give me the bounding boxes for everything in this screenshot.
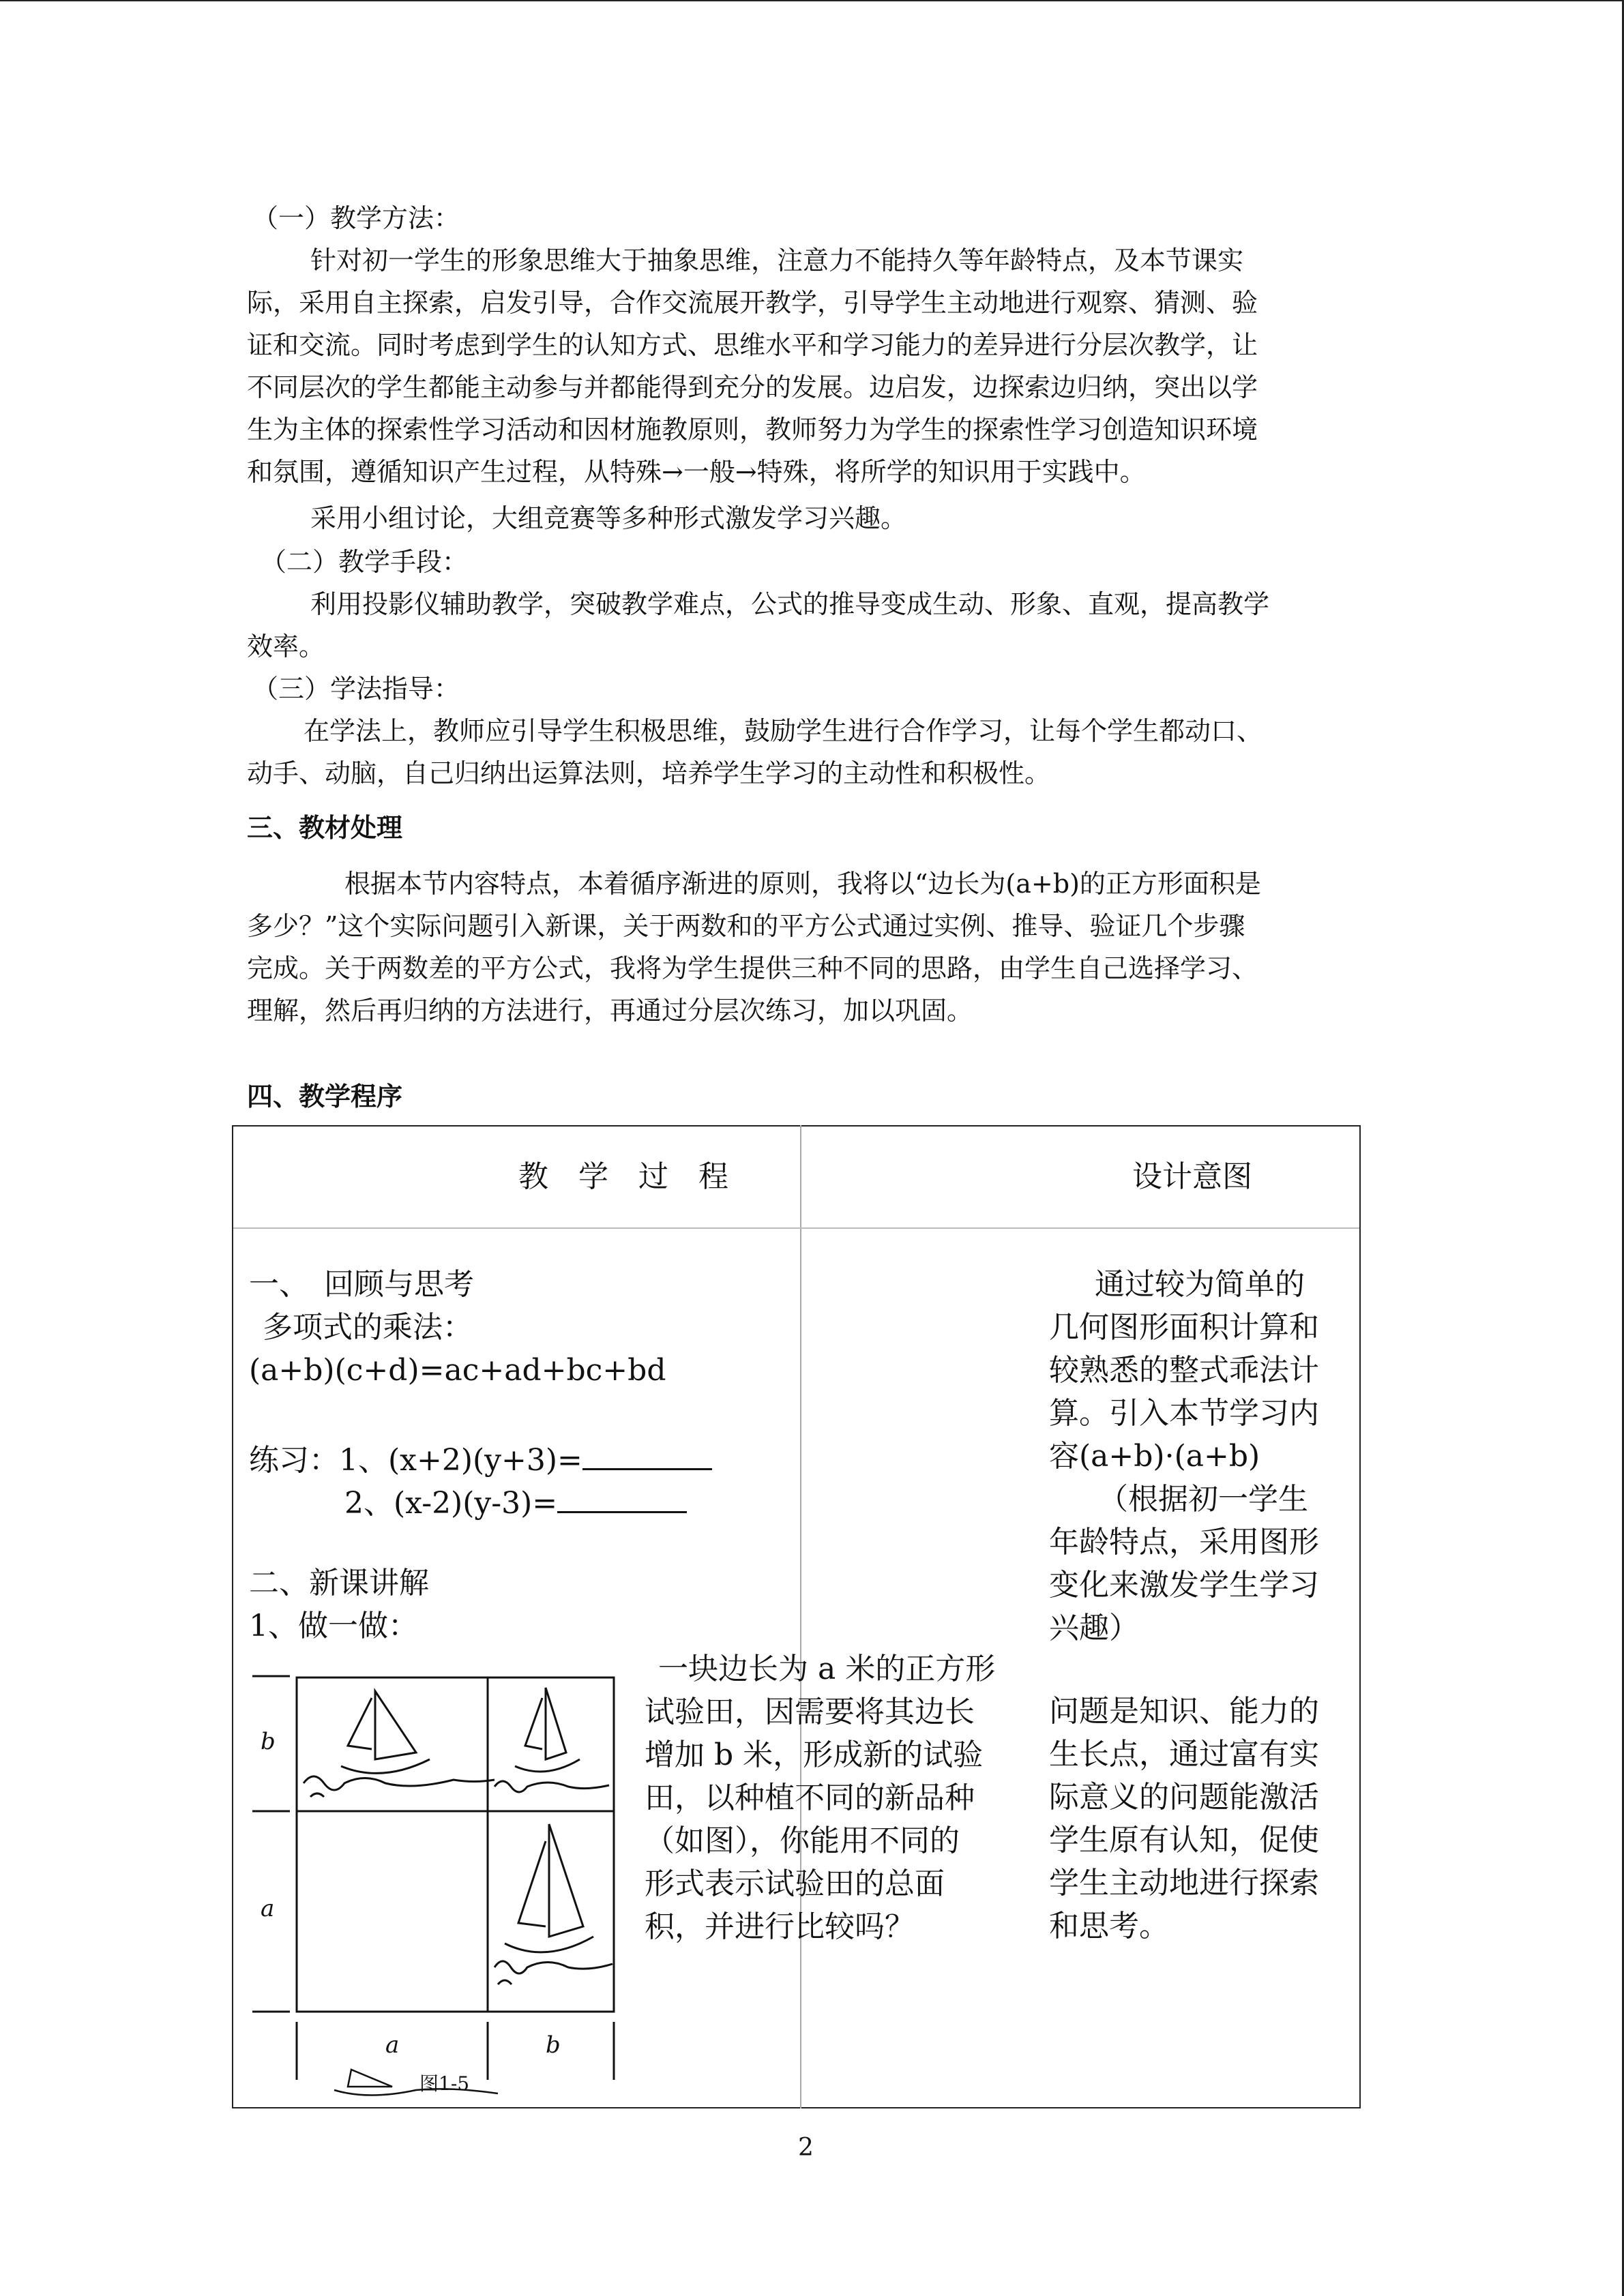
section3-line: 多少？”这个实际问题引入新课，关于两数和的平方公式通过实例、推导、验证几个步骤	[247, 911, 1245, 941]
sailboat-icon	[494, 1824, 612, 1984]
methods-heading: （一）教学方法：	[252, 203, 460, 233]
section3-line: 理解，然后再归纳的方法进行，再通过分层次练习，加以巩固。	[247, 996, 973, 1026]
page-number: 2	[798, 2134, 814, 2162]
intent-line: 年龄特点，采用图形	[1049, 1525, 1319, 1560]
intent-line: 兴趣）	[1049, 1611, 1139, 1645]
answer-blank	[582, 1441, 712, 1470]
methods-para2: 采用小组讨论，大组竞赛等多种形式激发学习兴趣。	[310, 503, 907, 533]
table-header-divider	[233, 1227, 1359, 1229]
do-it-label: 1、做一做：	[249, 1609, 418, 1643]
sailboat-icon	[304, 1691, 494, 1797]
section3-heading: 三、教材处理	[247, 812, 403, 843]
table-header-process: 教 学 过 程	[518, 1159, 728, 1194]
label-a-side: a	[261, 1895, 275, 1922]
intent-line: 算。引入本节学习内	[1049, 1396, 1319, 1431]
problem-line: （如图），你能用不同的	[645, 1823, 960, 1858]
problem-line: 增加 b 米，形成新的试验	[645, 1738, 984, 1772]
multiplication-formula: (a+b)(c+d)=ac+ad+bc+bd	[249, 1353, 666, 1388]
means-line: 利用投影仪辅助教学，突破教学难点，公式的推导变成生动、形象、直观，提高教学	[310, 589, 1270, 619]
exercise-2	[344, 1482, 687, 1525]
problem-line: 形式表示试验田的总面	[645, 1866, 945, 1901]
methods-line: 针对初一学生的形象思维大于抽象思维，注意力不能持久等年龄特点，及本节课实	[310, 245, 1244, 275]
section3-line: 根据本节内容特点，本着循序渐进的原则，我将以“边长为(a+b)的正方形面积是	[344, 869, 1261, 899]
section3-line: 完成。关于两数差的平方公式，我将为学生提供三种不同的思路，由学生自己选择学习、	[247, 953, 1258, 983]
label-b-bottom: b	[546, 2031, 561, 2059]
intent-line: （根据初一学生	[1098, 1482, 1308, 1517]
means-heading: （二）教学手段：	[261, 547, 469, 577]
intent-line: 容(a+b)·(a+b)	[1049, 1439, 1260, 1474]
intent2-line: 生长点，通过富有实	[1049, 1737, 1319, 1772]
review-subtitle: 多项式的乘法：	[263, 1310, 473, 1345]
problem-line: 试验田，因需要将其边长	[645, 1695, 975, 1729]
methods-line: 生为主体的探索性学习活动和因材施教原则，教师努力为学生的探索性学习创造知识环境	[247, 415, 1258, 445]
problem-line: 积，并进行比较吗？	[645, 1909, 915, 1944]
exercise-1	[249, 1439, 712, 1482]
guidance-line: 动手、动脑，自己归纳出运算法则，培养学生学习的主动性和积极性。	[247, 758, 1051, 788]
methods-line: 不同层次的学生都能主动参与并都能得到充分的发展。边启发，边探索边归纳，突出以学	[247, 372, 1258, 402]
intent-line: 较熟悉的整式乖法计	[1049, 1353, 1319, 1388]
intent2-line: 际意义的问题能激活	[1049, 1780, 1319, 1815]
methods-line: 际，采用自主探索，启发引导，合作交流展开教学，引导学生主动地进行观察、猜测、验	[247, 288, 1258, 318]
section4-heading: 四、教学程序	[247, 1081, 403, 1112]
label-b-side: b	[261, 1728, 276, 1755]
guidance-heading: （三）学法指导：	[252, 674, 460, 704]
sailboat-icon	[494, 1688, 609, 1792]
intent2-line: 学生原有认知，促使	[1049, 1823, 1319, 1858]
square-field-figure	[246, 1664, 628, 2100]
intent-line: 几何图形面积计算和	[1049, 1310, 1319, 1345]
problem-line: 田，以种植不同的新品种	[645, 1780, 975, 1815]
intent2-line: 问题是知识、能力的	[1049, 1694, 1319, 1729]
label-a-bottom: a	[385, 2031, 400, 2059]
table-column-divider	[800, 1125, 801, 2108]
methods-line: 和氛围，遵循知识产生过程，从特殊→一般→特殊，将所学的知识用于实践中。	[247, 457, 1146, 487]
methods-line: 证和交流。同时考虑到学生的认知方式、思维水平和学习能力的差异进行分层次教学，让	[247, 330, 1258, 360]
top-border	[0, 0, 1624, 1]
exercise-1-text: 练习：1、(x+2)(y+3)=	[249, 1443, 582, 1478]
review-title: 一、 回顾与思考	[249, 1267, 474, 1302]
sailboat-icon	[334, 2070, 498, 2096]
intent2-line: 和思考。	[1049, 1909, 1169, 1943]
figure-caption: 图1-5	[419, 2072, 470, 2095]
table-header-intent: 设计意图	[1132, 1159, 1252, 1194]
new-lesson-title: 二、新课讲解	[249, 1566, 429, 1600]
answer-blank	[557, 1484, 687, 1513]
guidance-line: 在学法上，教师应引导学生积极思维，鼓励学生进行合作学习，让每个学生都动口、	[304, 716, 1263, 746]
exercise-2-text: 2、(x-2)(y-3)=	[344, 1486, 558, 1521]
intent2-line: 学生主动地进行探索	[1049, 1866, 1319, 1900]
intent-line: 变化来激发学生学习	[1049, 1568, 1319, 1602]
problem-line: 一块边长为 a 米的正方形	[658, 1652, 996, 1686]
means-line: 效率。	[247, 631, 325, 661]
intent-line: 通过较为简单的	[1095, 1267, 1305, 1302]
